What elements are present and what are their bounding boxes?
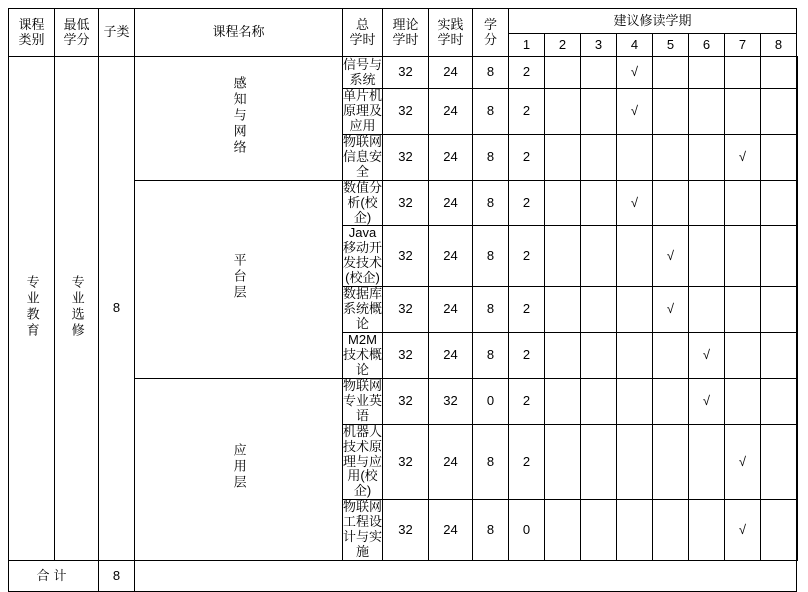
cell-term-5-checked: √ (689, 378, 725, 424)
cell-term-4 (653, 89, 689, 135)
cell-theory: 24 (429, 424, 473, 500)
cell-term-1 (545, 424, 581, 500)
cell-term-2 (581, 500, 617, 561)
course-nature-label: 专业选修 (69, 274, 85, 339)
cell-credit: 2 (509, 226, 545, 287)
cell-term-8 (797, 333, 798, 379)
header-subtype: 子类 (99, 9, 135, 57)
cell-term-8 (797, 378, 798, 424)
header-practice-hours (429, 9, 473, 57)
cell-term-8 (797, 500, 798, 561)
cell-course-name: Java移动开发技术(校企) (343, 225, 383, 286)
cell-term-6 (725, 57, 761, 89)
header-term-2: 2 (545, 34, 581, 57)
cell-min-credit: 8 (99, 57, 135, 561)
header-term-7: 7 (725, 34, 761, 57)
cell-term-1 (545, 378, 581, 424)
cell-course-name: 数据库系统概论 (343, 286, 383, 332)
cell-theory: 24 (429, 89, 473, 135)
header-terms: 建议修读学期 (509, 9, 797, 34)
cell-subtype (135, 378, 343, 560)
cell-theory: 24 (429, 226, 473, 287)
cell-practice: 0 (473, 378, 509, 424)
cell-total: 32 (383, 333, 429, 379)
cell-term-1 (545, 226, 581, 287)
header-total-hours-line2: 学时 (349, 31, 376, 47)
cell-term-4 (653, 378, 689, 424)
header-total-hours-line1: 总 (355, 16, 369, 32)
curriculum-sheet (0, 8, 808, 583)
cell-theory: 24 (429, 180, 473, 226)
header-practice-hours-line2: 学时 (437, 31, 464, 47)
cell-term-3 (617, 287, 653, 333)
cell-practice: 8 (473, 226, 509, 287)
cell-practice: 8 (473, 333, 509, 379)
cell-term-7 (761, 500, 797, 561)
header-term-4: 4 (617, 34, 653, 57)
header-min-credit-line2: 学分 (63, 31, 90, 47)
header-term-6: 6 (689, 34, 725, 57)
header-credit-line2: 分 (483, 31, 497, 47)
cell-term-2 (581, 378, 617, 424)
cell-term-2 (581, 333, 617, 379)
cell-term-3 (617, 226, 653, 287)
cell-term-4-checked: √ (653, 226, 689, 287)
cell-term-5 (689, 134, 725, 180)
cell-practice: 8 (473, 180, 509, 226)
header-credit-line1: 学 (483, 16, 497, 32)
header-practice-hours-line1: 实践 (437, 16, 464, 32)
header-category-line1: 课程 (18, 16, 45, 32)
cell-total: 32 (383, 226, 429, 287)
cell-practice: 8 (473, 424, 509, 500)
header-theory-hours-line1: 理论 (392, 16, 419, 32)
cell-term-7 (761, 333, 797, 379)
cell-term-3 (617, 333, 653, 379)
cell-credit: 2 (509, 424, 545, 500)
cell-credit: 2 (509, 57, 545, 89)
cell-term-7 (761, 378, 797, 424)
footer-total-label: 合计 (9, 561, 99, 592)
header-credit (473, 9, 509, 57)
cell-credit: 2 (509, 378, 545, 424)
cell-term-4 (653, 134, 689, 180)
cell-term-7 (761, 134, 797, 180)
cell-credit: 2 (509, 180, 545, 226)
footer-row (9, 561, 798, 592)
cell-term-6 (725, 378, 761, 424)
subtype-label: 平台层 (231, 253, 247, 302)
cell-total: 32 (383, 134, 429, 180)
cell-term-6-checked: √ (725, 424, 761, 500)
cell-theory: 32 (429, 378, 473, 424)
cell-term-1 (545, 134, 581, 180)
cell-term-2 (581, 134, 617, 180)
cell-subtype (135, 57, 343, 181)
cell-total: 32 (383, 57, 429, 89)
cell-term-8 (797, 424, 798, 500)
header-category (9, 9, 55, 57)
cell-course-name: 物联网信息安全 (343, 133, 383, 179)
cell-total: 32 (383, 378, 429, 424)
cell-credit: 2 (509, 89, 545, 135)
cell-term-5 (689, 424, 725, 500)
curriculum-table (8, 8, 798, 592)
cell-theory: 24 (429, 500, 473, 561)
cell-term-2 (581, 89, 617, 135)
cell-total: 32 (383, 180, 429, 226)
cell-theory: 24 (429, 134, 473, 180)
header-term-8: 8 (761, 34, 797, 57)
cell-term-1 (545, 500, 581, 561)
cell-term-3-checked: √ (617, 57, 653, 89)
cell-term-2 (581, 226, 617, 287)
header-min-credit-line1: 最低 (63, 16, 90, 32)
cell-term-6 (725, 333, 761, 379)
cell-term-1 (545, 333, 581, 379)
cell-credit: 2 (509, 333, 545, 379)
cell-practice: 8 (473, 287, 509, 333)
cell-practice: 8 (473, 89, 509, 135)
cell-course-name: 信号与系统 (343, 56, 383, 87)
cell-term-1 (545, 57, 581, 89)
cell-term-4-checked: √ (653, 287, 689, 333)
cell-term-8 (797, 226, 798, 287)
cell-course-name: 物联网工程设计与实施 (343, 499, 383, 560)
cell-term-7 (761, 226, 797, 287)
cell-term-2 (581, 57, 617, 89)
header-theory-hours-line2: 学时 (392, 31, 419, 47)
footer-blank-cell (135, 561, 797, 592)
cell-course-name: 机器人技术原理与应用(校企) (343, 423, 383, 499)
category-label: 专业教育 (24, 274, 40, 339)
cell-term-7 (761, 57, 797, 89)
cell-credit: 0 (509, 500, 545, 561)
cell-category (9, 57, 55, 561)
cell-term-4 (653, 57, 689, 89)
cell-term-6 (725, 89, 761, 135)
table-row (9, 57, 798, 89)
cell-term-2 (581, 287, 617, 333)
cell-term-2 (581, 424, 617, 500)
header-term-1: 1 (509, 34, 545, 57)
cell-term-5 (689, 180, 725, 226)
cell-term-8 (797, 57, 798, 89)
footer-total-credit: 8 (99, 561, 135, 592)
cell-term-6-checked: √ (725, 500, 761, 561)
cell-term-5 (689, 500, 725, 561)
cell-term-6 (725, 180, 761, 226)
cell-term-6-checked: √ (725, 134, 761, 180)
cell-term-8 (797, 180, 798, 226)
subtype-label: 感知与网络 (231, 76, 247, 157)
header-row-main (9, 9, 798, 34)
cell-term-7 (761, 287, 797, 333)
cell-practice: 8 (473, 134, 509, 180)
cell-term-5 (689, 226, 725, 287)
header-term-5: 5 (653, 34, 689, 57)
cell-term-3 (617, 378, 653, 424)
cell-term-1 (545, 180, 581, 226)
header-course-name: 课程名称 (135, 9, 343, 57)
cell-term-5 (689, 287, 725, 333)
cell-credit: 2 (509, 287, 545, 333)
cell-term-5 (689, 57, 725, 89)
header-theory-hours (383, 9, 429, 57)
cell-term-3-checked: √ (617, 180, 653, 226)
cell-course-name: 物联网专业英语 (343, 377, 383, 423)
cell-term-6 (725, 226, 761, 287)
cell-term-2 (581, 180, 617, 226)
cell-term-8 (797, 89, 798, 135)
cell-theory: 24 (429, 57, 473, 89)
cell-term-7 (761, 424, 797, 500)
cell-term-5 (689, 89, 725, 135)
cell-practice: 8 (473, 500, 509, 561)
cell-term-4 (653, 500, 689, 561)
cell-credit: 2 (509, 134, 545, 180)
header-min-credit (55, 9, 99, 57)
cell-term-4 (653, 424, 689, 500)
cell-total: 32 (383, 424, 429, 500)
cell-term-5-checked: √ (689, 333, 725, 379)
cell-course-name: M2M技术概论 (343, 332, 383, 377)
cell-subtype (135, 180, 343, 378)
cell-total: 32 (383, 500, 429, 561)
cell-course-name: 数值分析(校企) (343, 179, 383, 225)
cell-term-6 (725, 287, 761, 333)
cell-term-3 (617, 134, 653, 180)
cell-total: 32 (383, 89, 429, 135)
cell-term-4 (653, 333, 689, 379)
cell-theory: 24 (429, 287, 473, 333)
cell-term-7 (761, 89, 797, 135)
cell-term-3-checked: √ (617, 89, 653, 135)
cell-term-4 (653, 180, 689, 226)
cell-term-8 (797, 134, 798, 180)
cell-practice: 8 (473, 57, 509, 89)
cell-term-1 (545, 287, 581, 333)
cell-term-3 (617, 424, 653, 500)
cell-term-3 (617, 500, 653, 561)
cell-term-7 (761, 180, 797, 226)
cell-course-nature (55, 57, 99, 561)
cell-theory: 24 (429, 333, 473, 379)
header-category-line2: 类别 (18, 31, 45, 47)
subtype-label: 应用层 (231, 443, 247, 492)
header-total-hours (343, 9, 383, 57)
cell-term-8 (797, 287, 798, 333)
header-term-3: 3 (581, 34, 617, 57)
cell-course-name: 单片机原理及应用 (343, 88, 383, 133)
cell-term-1 (545, 89, 581, 135)
cell-total: 32 (383, 287, 429, 333)
